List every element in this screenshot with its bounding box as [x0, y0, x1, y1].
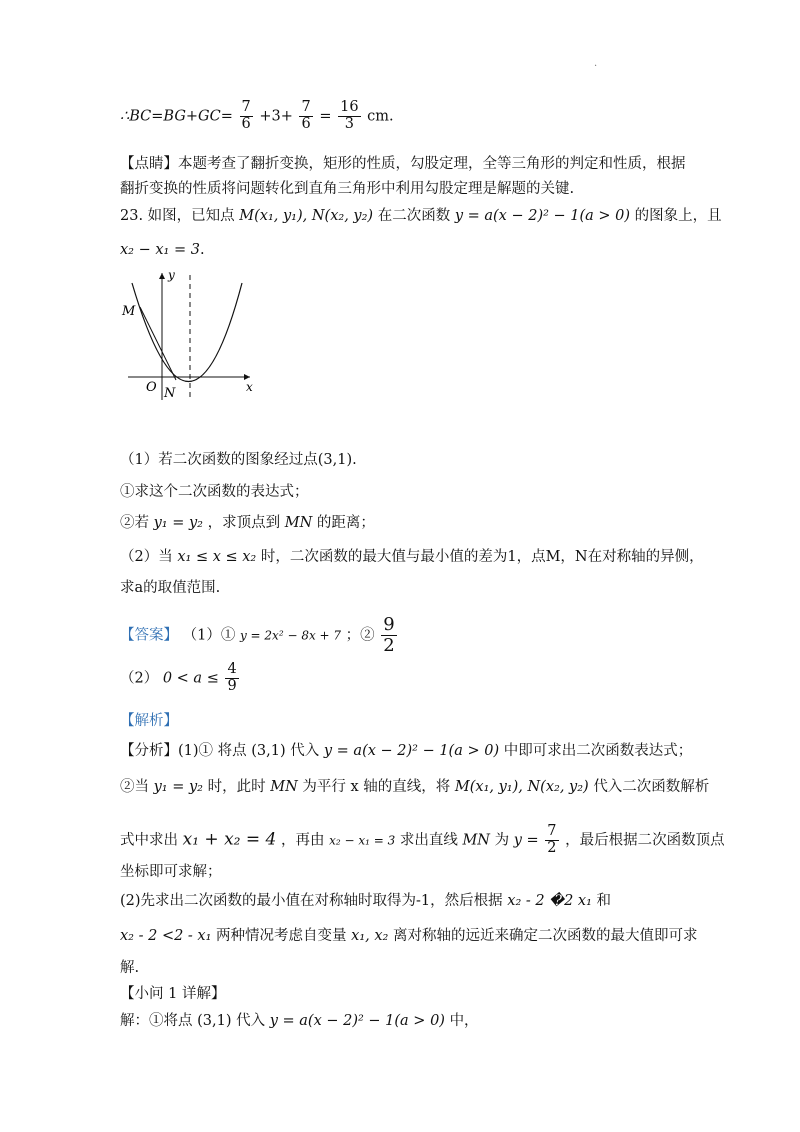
- analysis-title: 【解析】: [120, 713, 178, 729]
- analysis-line-3: 式中求出 x₁ + x₂ = 4 ，再由 x₂ − x₁ = 3 求出直线 MN 为 y = $\frac{7}{2}$ ，最后根据二次函数顶点: [120, 823, 725, 856]
- analysis-line-6: x₂ - 2 <2 - x₁ 两种情况考虑自变量 x₁, x₂ 离对称轴的远近来确定二次函数的最大值即可求: [120, 928, 698, 944]
- analysis-line-2: ②当 y₁ = y₂ 时，此时 MN 为平行 x 轴的直线，将 M(x₁, y₁), N(x₂, y₂) 代入二次函数解析: [120, 779, 710, 795]
- answer-fraction-4-9: $\frac{4}{9}$: [227, 661, 237, 694]
- part2-line-1: （2）当 x₁ ≤ x ≤ x₂ 时，二次函数的最大值与最小值的差为1，点M，N在对称轴的异侧，: [120, 549, 704, 565]
- answer-expression: y = 2x² − 8x + 7: [239, 628, 342, 643]
- analysis-line-1: 【分析】(1)① 将点 (3,1) 代入 y = a(x − 2)² − 1(a > 0) 中即可求出二次函数表达式；: [120, 743, 693, 759]
- header-dot: .: [594, 58, 598, 69]
- parabola-graph: [118, 265, 258, 405]
- answer-line-1: 【答案】 （1）① y = 2x² − 8x + 7 ；② $\frac{9}{2}$: [120, 614, 395, 656]
- answer-label: 【答案】: [120, 627, 178, 644]
- q23-points: M(x₁, y₁), N(x₂, y₂): [239, 208, 374, 224]
- answer-range: 0 < a ≤: [162, 670, 219, 687]
- unit-cm: cm.: [367, 108, 394, 125]
- equals: =: [319, 108, 332, 125]
- analysis-line-7: 解.: [120, 960, 140, 976]
- dianqing-line-2: 翻折变换的性质将问题转化到直角三角形中利用勾股定理是解题的关键.: [120, 181, 575, 197]
- q23-prefix: 23. 如图，已知点: [120, 208, 235, 224]
- fraction-16-3: $\frac{16}{3}$: [340, 99, 359, 132]
- dianqing-line-1: 【点睛】本题考查了翻折变换，矩形的性质，勾股定理，全等三角形的判定和性质，根据: [120, 156, 686, 172]
- detail-title: 【小问 1 详解】: [120, 986, 226, 1002]
- fraction-7-2: $\frac{7}{2}$: [547, 823, 557, 856]
- q23-middle: 在二次函数: [377, 208, 451, 224]
- answer-fraction-9-2: $\frac{9}{2}$: [383, 614, 395, 656]
- label-y: y: [168, 268, 175, 282]
- q23-suffix: 的图象上，且: [634, 208, 722, 224]
- analysis-line-5: (2)先求出二次函数的最小值在对称轴时取得为-1，然后根据 x₂ - 2 �2 x₁ 和: [120, 893, 612, 909]
- part1-line: （1）若二次函数的图象经过点(3,1).: [120, 452, 357, 468]
- q23-function: y = a(x − 2)² − 1(a > 0): [454, 208, 631, 224]
- fraction-7-6-a: $\frac{7}{6}$: [241, 99, 251, 132]
- y-axis-arrow: [159, 273, 165, 279]
- detail-line-1: 解：①将点 (3,1) 代入 y = a(x − 2)² − 1(a > 0) 中，: [120, 1013, 479, 1029]
- segment-mn: [140, 307, 176, 380]
- question-23-condition: x₂ − x₁ = 3.: [120, 242, 205, 258]
- part1-sub2: ②若 y₁ = y₂ ，求顶点到 MN 的距离；: [120, 515, 375, 531]
- fraction-7-6-b: $\frac{7}{6}$: [301, 99, 311, 132]
- label-m: M: [122, 304, 136, 319]
- analysis-line-4: 坐标即可求解；: [120, 864, 222, 880]
- plus-3: +3+: [259, 108, 293, 125]
- q23-condition: x₂ − x₁ = 3: [120, 242, 200, 258]
- label-n: N: [164, 386, 176, 401]
- label-o: O: [146, 380, 157, 395]
- point-3-1: (3,1): [317, 452, 353, 468]
- label-x: x: [246, 380, 253, 394]
- answer-line-2: （2） 0 < a ≤ $\frac{4}{9}$: [120, 661, 237, 694]
- question-23-line: [120, 208, 722, 225]
- part2-line-2: 求a的取值范围.: [120, 580, 221, 596]
- bc-prefix: ∴BC=BG+GC=: [120, 108, 233, 125]
- parabola-curve: [132, 283, 242, 382]
- part1-sub1: ①求这个二次函数的表达式；: [120, 484, 309, 500]
- bc-equation-line: [120, 100, 394, 133]
